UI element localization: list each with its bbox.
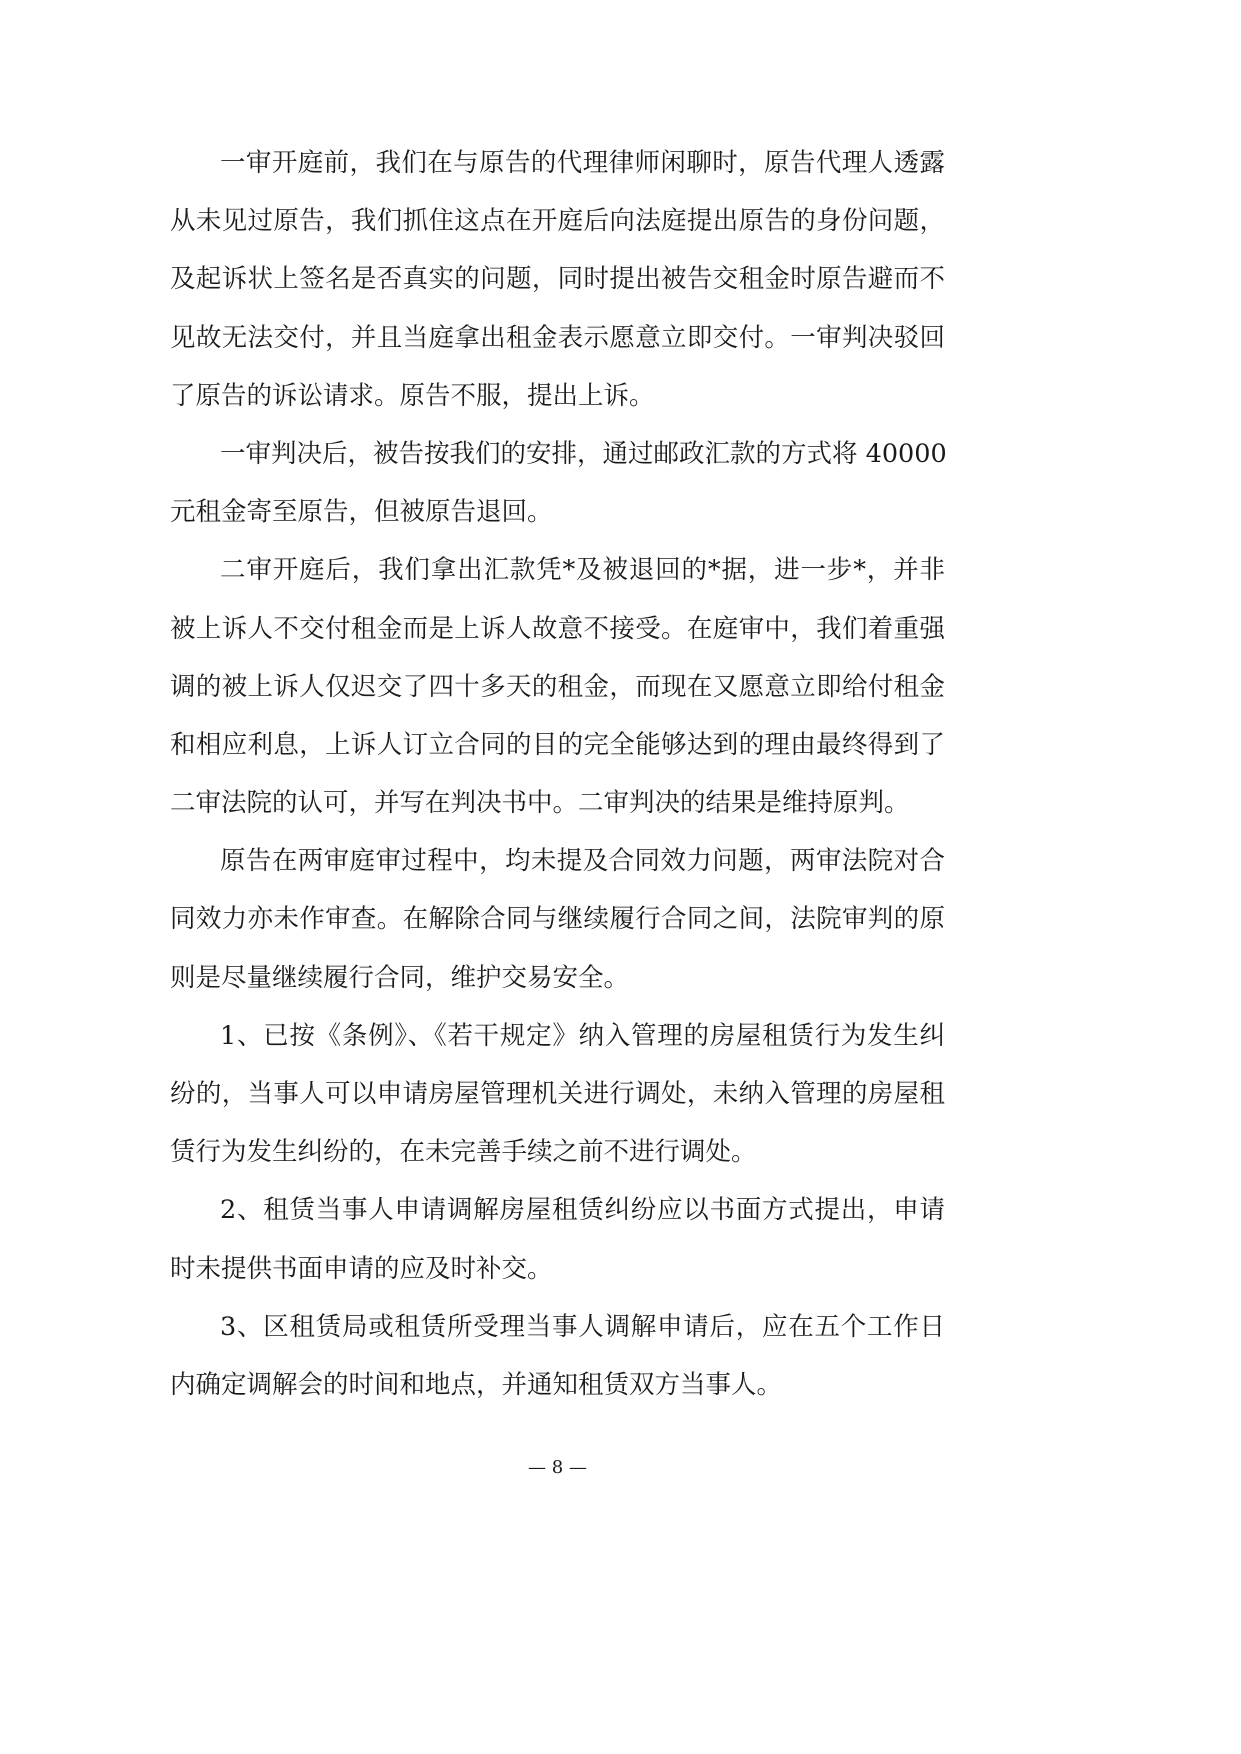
text-line: 3、区租赁局或租赁所受理当事人调解申请后，应在五个工作日 xyxy=(220,1311,945,1342)
paragraph xyxy=(170,832,945,1007)
paragraph xyxy=(170,134,945,425)
text-line: 见故无法交付，并且当庭拿出租金表示愿意立即交付。一审判决驳回 xyxy=(170,322,945,353)
text-line: 一审判决后，被告按我们的安排，通过邮政汇款的方式将 40000 xyxy=(220,438,947,469)
paragraph xyxy=(170,1298,945,1414)
text-line: 二审法院的认可，并写在判决书中。二审判决的结果是维持原判。 xyxy=(170,788,910,819)
text-line: 内确定调解会的时间和地点，并通知租赁双方当事人。 xyxy=(170,1369,783,1400)
paragraph xyxy=(170,541,945,832)
body-text xyxy=(170,134,945,1414)
text-line: 从未见过原告，我们抓住这点在开庭后向法庭提出原告的身份问题， xyxy=(170,206,945,237)
text-line: 1、已按《条例》、《若干规定》纳入管理的房屋租赁行为发生纠 xyxy=(220,1020,945,1051)
text-line: 了原告的诉讼请求。原告不服，提出上诉。 xyxy=(170,380,655,411)
text-line: 则是尽量继续履行合同，维护交易安全。 xyxy=(170,962,630,993)
paragraph xyxy=(170,1007,945,1182)
text-line: 及起诉状上签名是否真实的问题，同时提出被告交租金时原告避而不 xyxy=(170,264,945,295)
text-line: 时未提供书面申请的应及时补交。 xyxy=(170,1253,553,1284)
paragraph xyxy=(170,1181,945,1297)
text-line: 被上诉人不交付租金而是上诉人故意不接受。在庭审中，我们着重强 xyxy=(170,613,945,644)
text-line: 原告在两审庭审过程中，均未提及合同效力问题，两审法院对合 xyxy=(220,846,945,877)
text-line: 2、租赁当事人申请调解房屋租赁纠纷应以书面方式提出，申请 xyxy=(220,1195,945,1226)
page-number: — 8 — xyxy=(528,1457,587,1478)
text-line: 一审开庭前，我们在与原告的代理律师闲聊时，原告代理人透露 xyxy=(220,148,945,178)
text-line: 调的被上诉人仅迟交了四十多天的租金，而现在又愿意立即给付租金 xyxy=(170,671,945,702)
text-line: 纷的，当事人可以申请房屋管理机关进行调处，未纳入管理的房屋租 xyxy=(170,1079,945,1109)
paragraph xyxy=(170,425,945,541)
text-line: 二审开庭后，我们拿出汇款凭*及被退回的*据，进一步*，并非 xyxy=(220,555,945,586)
text-line: 同效力亦未作审查。在解除合同与继续履行合同之间，法院审判的原 xyxy=(170,904,945,935)
text-line: 赁行为发生纠纷的，在未完善手续之前不进行调处。 xyxy=(170,1137,757,1168)
text-line: 元租金寄至原告，但被原告退回。 xyxy=(170,497,553,528)
text-line: 和相应利息，上诉人订立合同的目的完全能够达到的理由最终得到了 xyxy=(170,729,945,760)
